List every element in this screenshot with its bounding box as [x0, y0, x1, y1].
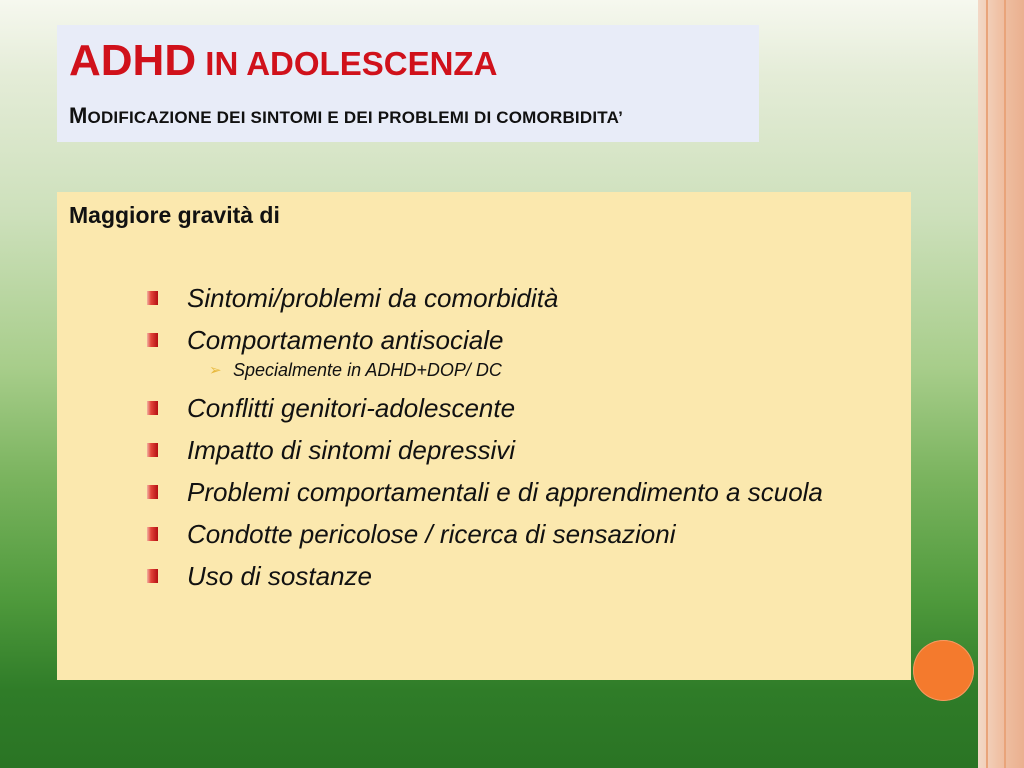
sub-list-item-text: Specialmente in ADHD+DOP/ DC [233, 360, 502, 380]
list-item-text: Sintomi/problemi da comorbidità [187, 283, 559, 313]
slide-subtitle [69, 104, 747, 130]
arrow-bullet-icon: ➢ [209, 362, 222, 379]
list-item-text: Uso di sostanze [187, 561, 372, 591]
bullet-list [69, 282, 899, 593]
slide-title-lead: ADHD [69, 36, 197, 85]
list-item [69, 282, 899, 315]
list-item [69, 434, 899, 467]
right-decorative-line [986, 0, 988, 768]
slide-subtitle-rest: ODIFICAZIONE DEI SINTOMI E DEI PROBLEMI DI COMORBIDITA’ [87, 108, 624, 127]
decorative-orange-circle [913, 640, 974, 701]
right-decorative-line [1004, 0, 1006, 768]
red-square-bullet-icon [147, 401, 158, 415]
slide-title [69, 35, 747, 90]
red-square-bullet-icon [147, 485, 158, 499]
sub-list-item [69, 359, 899, 381]
list-item-text: Comportamento antisociale [187, 325, 504, 355]
slide-subtitle-lead: M [69, 103, 88, 128]
red-square-bullet-icon [147, 333, 158, 347]
red-square-bullet-icon [147, 443, 158, 457]
slide-title-rest: IN ADOLESCENZA [196, 45, 498, 82]
list-item-text: Problemi comportamentali e di apprendimento a scuola [187, 477, 823, 507]
red-square-bullet-icon [147, 569, 158, 583]
list-item [69, 324, 899, 357]
list-item [69, 392, 899, 425]
red-square-bullet-icon [147, 527, 158, 541]
list-item [69, 560, 899, 593]
list-item [69, 476, 899, 509]
list-item-text: Impatto di sintomi depressivi [187, 435, 516, 465]
title-box [57, 25, 759, 142]
right-decorative-band [978, 0, 1024, 768]
list-item [69, 518, 899, 551]
content-box [57, 192, 911, 680]
list-item-text: Condotte pericolose / ricerca di sensazioni [187, 519, 676, 549]
content-intro: Maggiore gravità di [69, 202, 280, 228]
red-square-bullet-icon [147, 291, 158, 305]
list-item-text: Conflitti genitori-adolescente [187, 393, 516, 423]
